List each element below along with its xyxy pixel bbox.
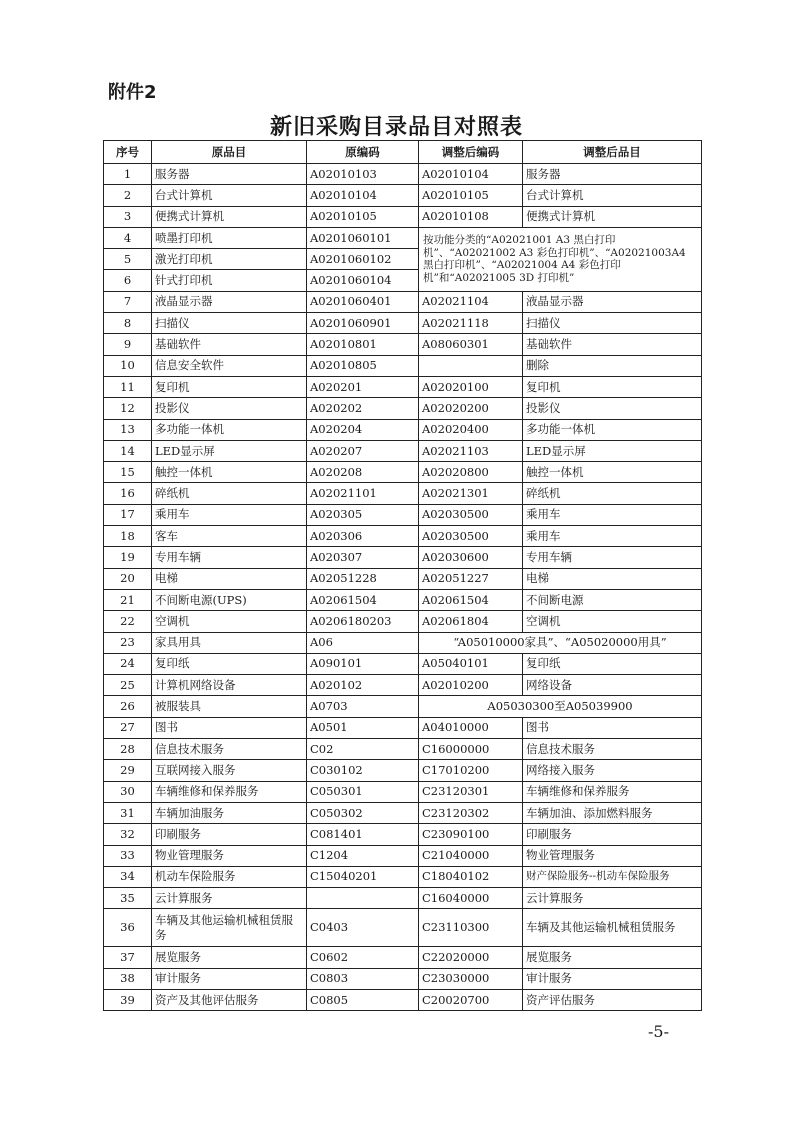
new-item: 车辆及其他运输机械租赁服务: [523, 909, 702, 947]
table-row: [104, 968, 702, 989]
orig-code: A02010103: [307, 164, 419, 185]
new-item: 删除: [523, 355, 702, 376]
new-item: 碎纸机: [523, 483, 702, 504]
printer-mapping-note: 按功能分类的“A02021001 A3 黑白打印机”、“A02021002 A3 彩色打印机”、“A02021003A4 黑白打印机”、“A02021004 A4 彩色打印机”和“A02021005 3D 打印机”: [419, 227, 702, 291]
new-code: A02020400: [419, 419, 523, 440]
orig-item: 信息安全软件: [152, 355, 307, 376]
new-item: 信息技术服务: [523, 739, 702, 760]
row-no: 26: [104, 696, 152, 717]
table-row: [104, 526, 702, 547]
header-orig-item: 原品目: [152, 141, 307, 164]
row-no: 37: [104, 947, 152, 968]
orig-code: A020306: [307, 526, 419, 547]
new-code: A02010104: [419, 164, 523, 185]
orig-code: C0805: [307, 989, 419, 1010]
orig-code: A02010104: [307, 185, 419, 206]
orig-item: 便携式计算机: [152, 206, 307, 227]
orig-code: A0201060401: [307, 291, 419, 312]
catalog-table: [103, 140, 702, 1011]
row-no: 33: [104, 845, 152, 866]
new-code: A02030500: [419, 526, 523, 547]
row-no: 1: [104, 164, 152, 185]
new-item: 印刷服务: [523, 824, 702, 845]
orig-code: C15040201: [307, 866, 419, 887]
orig-item: 针式打印机: [152, 270, 307, 291]
new-code: C16040000: [419, 888, 523, 909]
new-item: 复印机: [523, 376, 702, 397]
orig-code: C1204: [307, 845, 419, 866]
new-item: 物业管理服务: [523, 845, 702, 866]
table-row: [104, 589, 702, 610]
orig-item: 多功能一体机: [152, 419, 307, 440]
table-row: [104, 355, 702, 376]
row-no: 7: [104, 291, 152, 312]
row-no: 24: [104, 653, 152, 674]
new-item: 财产保险服务--机动车保险服务: [523, 866, 702, 887]
orig-code: A0201060901: [307, 313, 419, 334]
page-number: -5-: [648, 1022, 669, 1041]
orig-item: 云计算服务: [152, 888, 307, 909]
orig-code: A020204: [307, 419, 419, 440]
row-no: 9: [104, 334, 152, 355]
orig-code: A02021101: [307, 483, 419, 504]
table-row: [104, 398, 702, 419]
orig-code: A0703: [307, 696, 419, 717]
table-row: [104, 824, 702, 845]
table-row: [104, 909, 702, 947]
new-code: A02030600: [419, 547, 523, 568]
new-code: C23030000: [419, 968, 523, 989]
orig-item: 印刷服务: [152, 824, 307, 845]
new-code: C23110300: [419, 909, 523, 947]
orig-item: 信息技术服务: [152, 739, 307, 760]
row-no: 25: [104, 675, 152, 696]
orig-item: 机动车保险服务: [152, 866, 307, 887]
new-code: A02021118: [419, 313, 523, 334]
row-no: 12: [104, 398, 152, 419]
table-row: [104, 947, 702, 968]
header-new-code: 调整后编码: [419, 141, 523, 164]
table-row: [104, 802, 702, 823]
orig-item: 激光打印机: [152, 249, 307, 270]
table-row: [104, 504, 702, 525]
orig-item: 资产及其他评估服务: [152, 989, 307, 1010]
orig-item: 扫描仪: [152, 313, 307, 334]
new-code: A02030500: [419, 504, 523, 525]
row-no: 6: [104, 270, 152, 291]
new-item: 台式计算机: [523, 185, 702, 206]
orig-item: 展览服务: [152, 947, 307, 968]
orig-code: A020102: [307, 675, 419, 696]
orig-code: C0602: [307, 947, 419, 968]
header-orig-code: 原编码: [307, 141, 419, 164]
orig-item: 客车: [152, 526, 307, 547]
orig-code: A0201060104: [307, 270, 419, 291]
row-no: 16: [104, 483, 152, 504]
row-no: 23: [104, 632, 152, 653]
table-row: [104, 547, 702, 568]
new-code: A02010108: [419, 206, 523, 227]
row-no: 8: [104, 313, 152, 334]
table-row: [104, 206, 702, 227]
new-code: A02020200: [419, 398, 523, 419]
orig-code: C0403: [307, 909, 419, 947]
orig-item: 车辆维修和保养服务: [152, 781, 307, 802]
new-item: 复印纸: [523, 653, 702, 674]
orig-code: A02051228: [307, 568, 419, 589]
orig-code: A02010801: [307, 334, 419, 355]
new-item: 审计服务: [523, 968, 702, 989]
orig-code: A06: [307, 632, 419, 653]
new-code: A08060301: [419, 334, 523, 355]
orig-code: A0206180203: [307, 611, 419, 632]
row-no: 30: [104, 781, 152, 802]
table-row: [104, 376, 702, 397]
table-row: [104, 440, 702, 461]
row-no: 3: [104, 206, 152, 227]
table-row: [104, 185, 702, 206]
row-no: 10: [104, 355, 152, 376]
row-no: 15: [104, 462, 152, 483]
table-row: [104, 227, 702, 248]
table-row: [104, 717, 702, 738]
new-code: A02021104: [419, 291, 523, 312]
orig-item: 碎纸机: [152, 483, 307, 504]
orig-code: A020207: [307, 440, 419, 461]
orig-item: 喷墨打印机: [152, 227, 307, 248]
orig-item: 被服装具: [152, 696, 307, 717]
orig-item: 家具用具: [152, 632, 307, 653]
new-code: C20020700: [419, 989, 523, 1010]
orig-item: 车辆加油服务: [152, 802, 307, 823]
new-item: 网络设备: [523, 675, 702, 696]
orig-code: A020201: [307, 376, 419, 397]
orig-item: 审计服务: [152, 968, 307, 989]
new-item: 专用车辆: [523, 547, 702, 568]
table-row: [104, 611, 702, 632]
new-item: 车辆加油、添加燃料服务: [523, 802, 702, 823]
new-code: C23120301: [419, 781, 523, 802]
row-no: 22: [104, 611, 152, 632]
orig-item: 基础软件: [152, 334, 307, 355]
row-no: 29: [104, 760, 152, 781]
table-row: [104, 866, 702, 887]
orig-code: C050302: [307, 802, 419, 823]
orig-item: 复印机: [152, 376, 307, 397]
new-code: A02021301: [419, 483, 523, 504]
table-header-row: [104, 141, 702, 164]
new-code: A02010105: [419, 185, 523, 206]
row-no: 36: [104, 909, 152, 947]
row-no: 5: [104, 249, 152, 270]
orig-item: 专用车辆: [152, 547, 307, 568]
new-item: 网络接入服务: [523, 760, 702, 781]
orig-code: C02: [307, 739, 419, 760]
orig-item: 不间断电源(UPS): [152, 589, 307, 610]
orig-item: 服务器: [152, 164, 307, 185]
table-row: [104, 739, 702, 760]
new-code: A02020800: [419, 462, 523, 483]
row-no: 2: [104, 185, 152, 206]
row-no: 38: [104, 968, 152, 989]
new-item: 电梯: [523, 568, 702, 589]
new-item: 不间断电源: [523, 589, 702, 610]
new-code: A02051227: [419, 568, 523, 589]
row-no: 4: [104, 227, 152, 248]
orig-code: A020305: [307, 504, 419, 525]
new-code: C23120302: [419, 802, 523, 823]
table-row: [104, 462, 702, 483]
new-item: 投影仪: [523, 398, 702, 419]
row-no: 35: [104, 888, 152, 909]
new-item: 资产评估服务: [523, 989, 702, 1010]
table-row: [104, 675, 702, 696]
orig-code: A0501: [307, 717, 419, 738]
row-no: 21: [104, 589, 152, 610]
new-code: A02020100: [419, 376, 523, 397]
new-code: C23090100: [419, 824, 523, 845]
orig-item: LED显示屏: [152, 440, 307, 461]
header-no: 序号: [104, 141, 152, 164]
new-code: C16000000: [419, 739, 523, 760]
row-no: 32: [104, 824, 152, 845]
row-no: 28: [104, 739, 152, 760]
new-code: C22020000: [419, 947, 523, 968]
orig-code: A02061504: [307, 589, 419, 610]
new-code: A02061804: [419, 611, 523, 632]
new-item: 基础软件: [523, 334, 702, 355]
orig-code: C0803: [307, 968, 419, 989]
new-item: 云计算服务: [523, 888, 702, 909]
new-item: 多功能一体机: [523, 419, 702, 440]
new-code: A02061504: [419, 589, 523, 610]
orig-item: 车辆及其他运输机械租赁服务: [152, 909, 307, 947]
orig-item: 台式计算机: [152, 185, 307, 206]
table-row: [104, 696, 702, 717]
row-no: 13: [104, 419, 152, 440]
orig-code: A020202: [307, 398, 419, 419]
new-item: LED显示屏: [523, 440, 702, 461]
orig-item: 复印纸: [152, 653, 307, 674]
table-row: [104, 781, 702, 802]
orig-code: A02010805: [307, 355, 419, 376]
orig-item: 电梯: [152, 568, 307, 589]
orig-code: A020208: [307, 462, 419, 483]
row-no: 19: [104, 547, 152, 568]
orig-item: 计算机网络设备: [152, 675, 307, 696]
row-no: 27: [104, 717, 152, 738]
new-item: 车辆维修和保养服务: [523, 781, 702, 802]
new-code: A05040101: [419, 653, 523, 674]
table-row: [104, 760, 702, 781]
new-code: [419, 355, 523, 376]
table-row: [104, 888, 702, 909]
orig-item: 乘用车: [152, 504, 307, 525]
furniture-mapping-note: “A05010000家具”、“A05020000用具”: [419, 632, 702, 653]
orig-item: 互联网接入服务: [152, 760, 307, 781]
clothing-mapping-note: A05030300至A05039900: [419, 696, 702, 717]
row-no: 20: [104, 568, 152, 589]
new-item: 触控一体机: [523, 462, 702, 483]
table-row: [104, 334, 702, 355]
table-row: [104, 568, 702, 589]
row-no: 39: [104, 989, 152, 1010]
orig-code: C030102: [307, 760, 419, 781]
orig-item: 液晶显示器: [152, 291, 307, 312]
orig-code: C050301: [307, 781, 419, 802]
new-item: 乘用车: [523, 504, 702, 525]
row-no: 34: [104, 866, 152, 887]
orig-item: 物业管理服务: [152, 845, 307, 866]
row-no: 18: [104, 526, 152, 547]
header-new-item: 调整后品目: [523, 141, 702, 164]
row-no: 31: [104, 802, 152, 823]
new-item: 乘用车: [523, 526, 702, 547]
table-row: [104, 291, 702, 312]
orig-item: 投影仪: [152, 398, 307, 419]
new-code: C17010200: [419, 760, 523, 781]
orig-code: A02010105: [307, 206, 419, 227]
new-code: A02021103: [419, 440, 523, 461]
new-item: 展览服务: [523, 947, 702, 968]
table-row: [104, 313, 702, 334]
new-item: 液晶显示器: [523, 291, 702, 312]
new-item: 空调机: [523, 611, 702, 632]
orig-item: 空调机: [152, 611, 307, 632]
orig-code: C081401: [307, 824, 419, 845]
orig-code: [307, 888, 419, 909]
row-no: 11: [104, 376, 152, 397]
new-item: 扫描仪: [523, 313, 702, 334]
table-row: [104, 989, 702, 1010]
orig-code: A0201060102: [307, 249, 419, 270]
attachment-label: 附件2: [108, 82, 157, 103]
table-row: [104, 845, 702, 866]
table-row: [104, 632, 702, 653]
orig-item: 触控一体机: [152, 462, 307, 483]
new-item: 便携式计算机: [523, 206, 702, 227]
new-item: 图书: [523, 717, 702, 738]
orig-item: 图书: [152, 717, 307, 738]
table-row: [104, 164, 702, 185]
orig-code: A020307: [307, 547, 419, 568]
orig-code: A0201060101: [307, 227, 419, 248]
new-code: A04010000: [419, 717, 523, 738]
new-code: A02010200: [419, 675, 523, 696]
row-no: 14: [104, 440, 152, 461]
new-item: 服务器: [523, 164, 702, 185]
orig-code: A090101: [307, 653, 419, 674]
row-no: 17: [104, 504, 152, 525]
page-title: 新旧采购目录品目对照表: [269, 114, 523, 140]
new-code: C18040102: [419, 866, 523, 887]
table-row: [104, 653, 702, 674]
new-code: C21040000: [419, 845, 523, 866]
table-row: [104, 419, 702, 440]
table-row: [104, 483, 702, 504]
